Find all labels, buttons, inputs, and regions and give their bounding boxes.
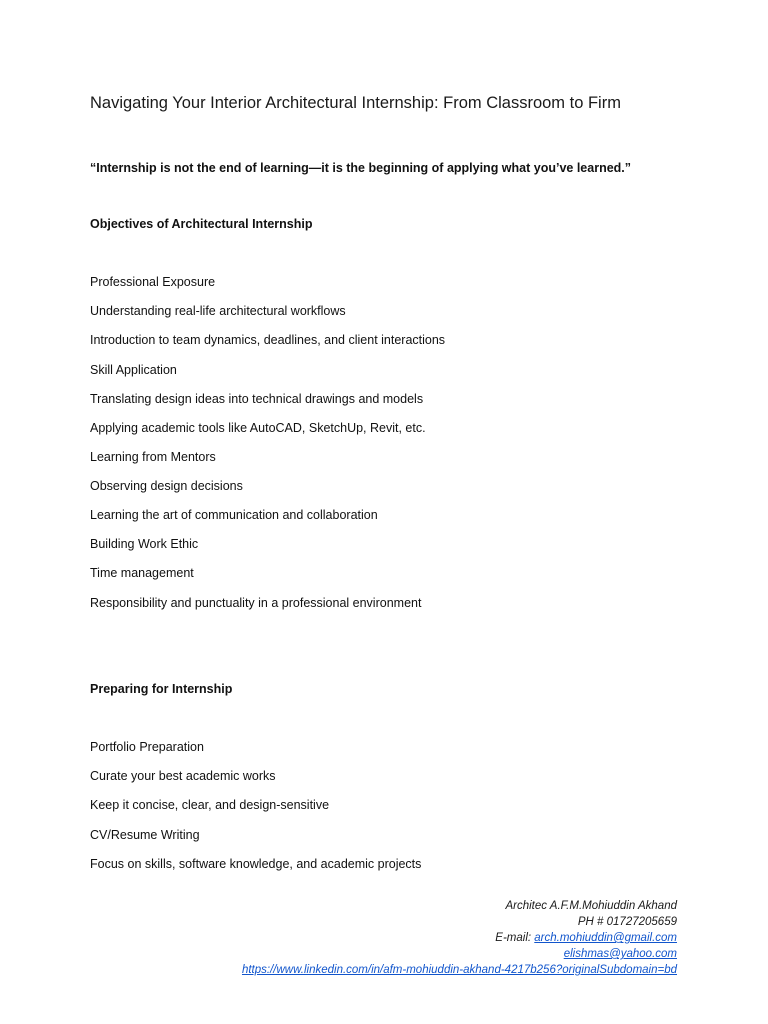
section-heading-preparing: Preparing for Internship xyxy=(90,682,233,696)
email-link-secondary[interactable]: elishmas@yahoo.com xyxy=(563,948,677,960)
list-item: Applying academic tools like AutoCAD, SketchUp, Revit, etc. xyxy=(90,421,426,435)
linkedin-link[interactable]: https://www.linkedin.com/in/afm-mohiuddin-akhand-4217b256?originalSubdomain=bd xyxy=(241,964,677,976)
list-item: Keep it concise, clear, and design-sensitive xyxy=(90,798,330,812)
list-item: Observing design decisions xyxy=(90,479,243,493)
author-name: Architec A.F.M.Mohiuddin Akhand xyxy=(505,900,677,912)
list-item: Professional Exposure xyxy=(90,275,216,289)
list-item: Learning from Mentors xyxy=(90,450,216,464)
document-title: Navigating Your Interior Architectural Internship: From Classroom to Firm xyxy=(90,94,621,112)
list-item: Introduction to team dynamics, deadlines, and client interactions xyxy=(90,333,446,347)
list-item: Focus on skills, software knowledge, and academic projects xyxy=(90,857,422,871)
author-signature-block xyxy=(242,898,677,978)
list-item: Building Work Ethic xyxy=(90,537,199,551)
section-heading-objectives: Objectives of Architectural Internship xyxy=(90,217,313,231)
linkedin-line xyxy=(242,962,677,978)
email-line xyxy=(242,930,677,946)
list-item: Curate your best academic works xyxy=(90,769,276,783)
list-item: Portfolio Preparation xyxy=(90,740,204,754)
opening-quote: “Internship is not the end of learning—it is the beginning of applying what you’ve learned.” xyxy=(90,161,632,175)
list-item: Skill Application xyxy=(90,363,177,377)
email-line-secondary xyxy=(242,946,677,962)
list-item: Responsibility and punctuality in a professional environment xyxy=(90,596,422,610)
list-item: Time management xyxy=(90,566,194,580)
email-label: E-mail: xyxy=(495,932,535,944)
list-item: Translating design ideas into technical drawings and models xyxy=(90,392,424,406)
list-item: Learning the art of communication and collaboration xyxy=(90,508,378,522)
author-phone: PH # 01727205659 xyxy=(577,916,677,928)
email-link-primary[interactable]: arch.mohiuddin@gmail.com xyxy=(534,932,677,944)
list-item: Understanding real-life architectural workflows xyxy=(90,304,346,318)
list-item: CV/Resume Writing xyxy=(90,828,200,842)
